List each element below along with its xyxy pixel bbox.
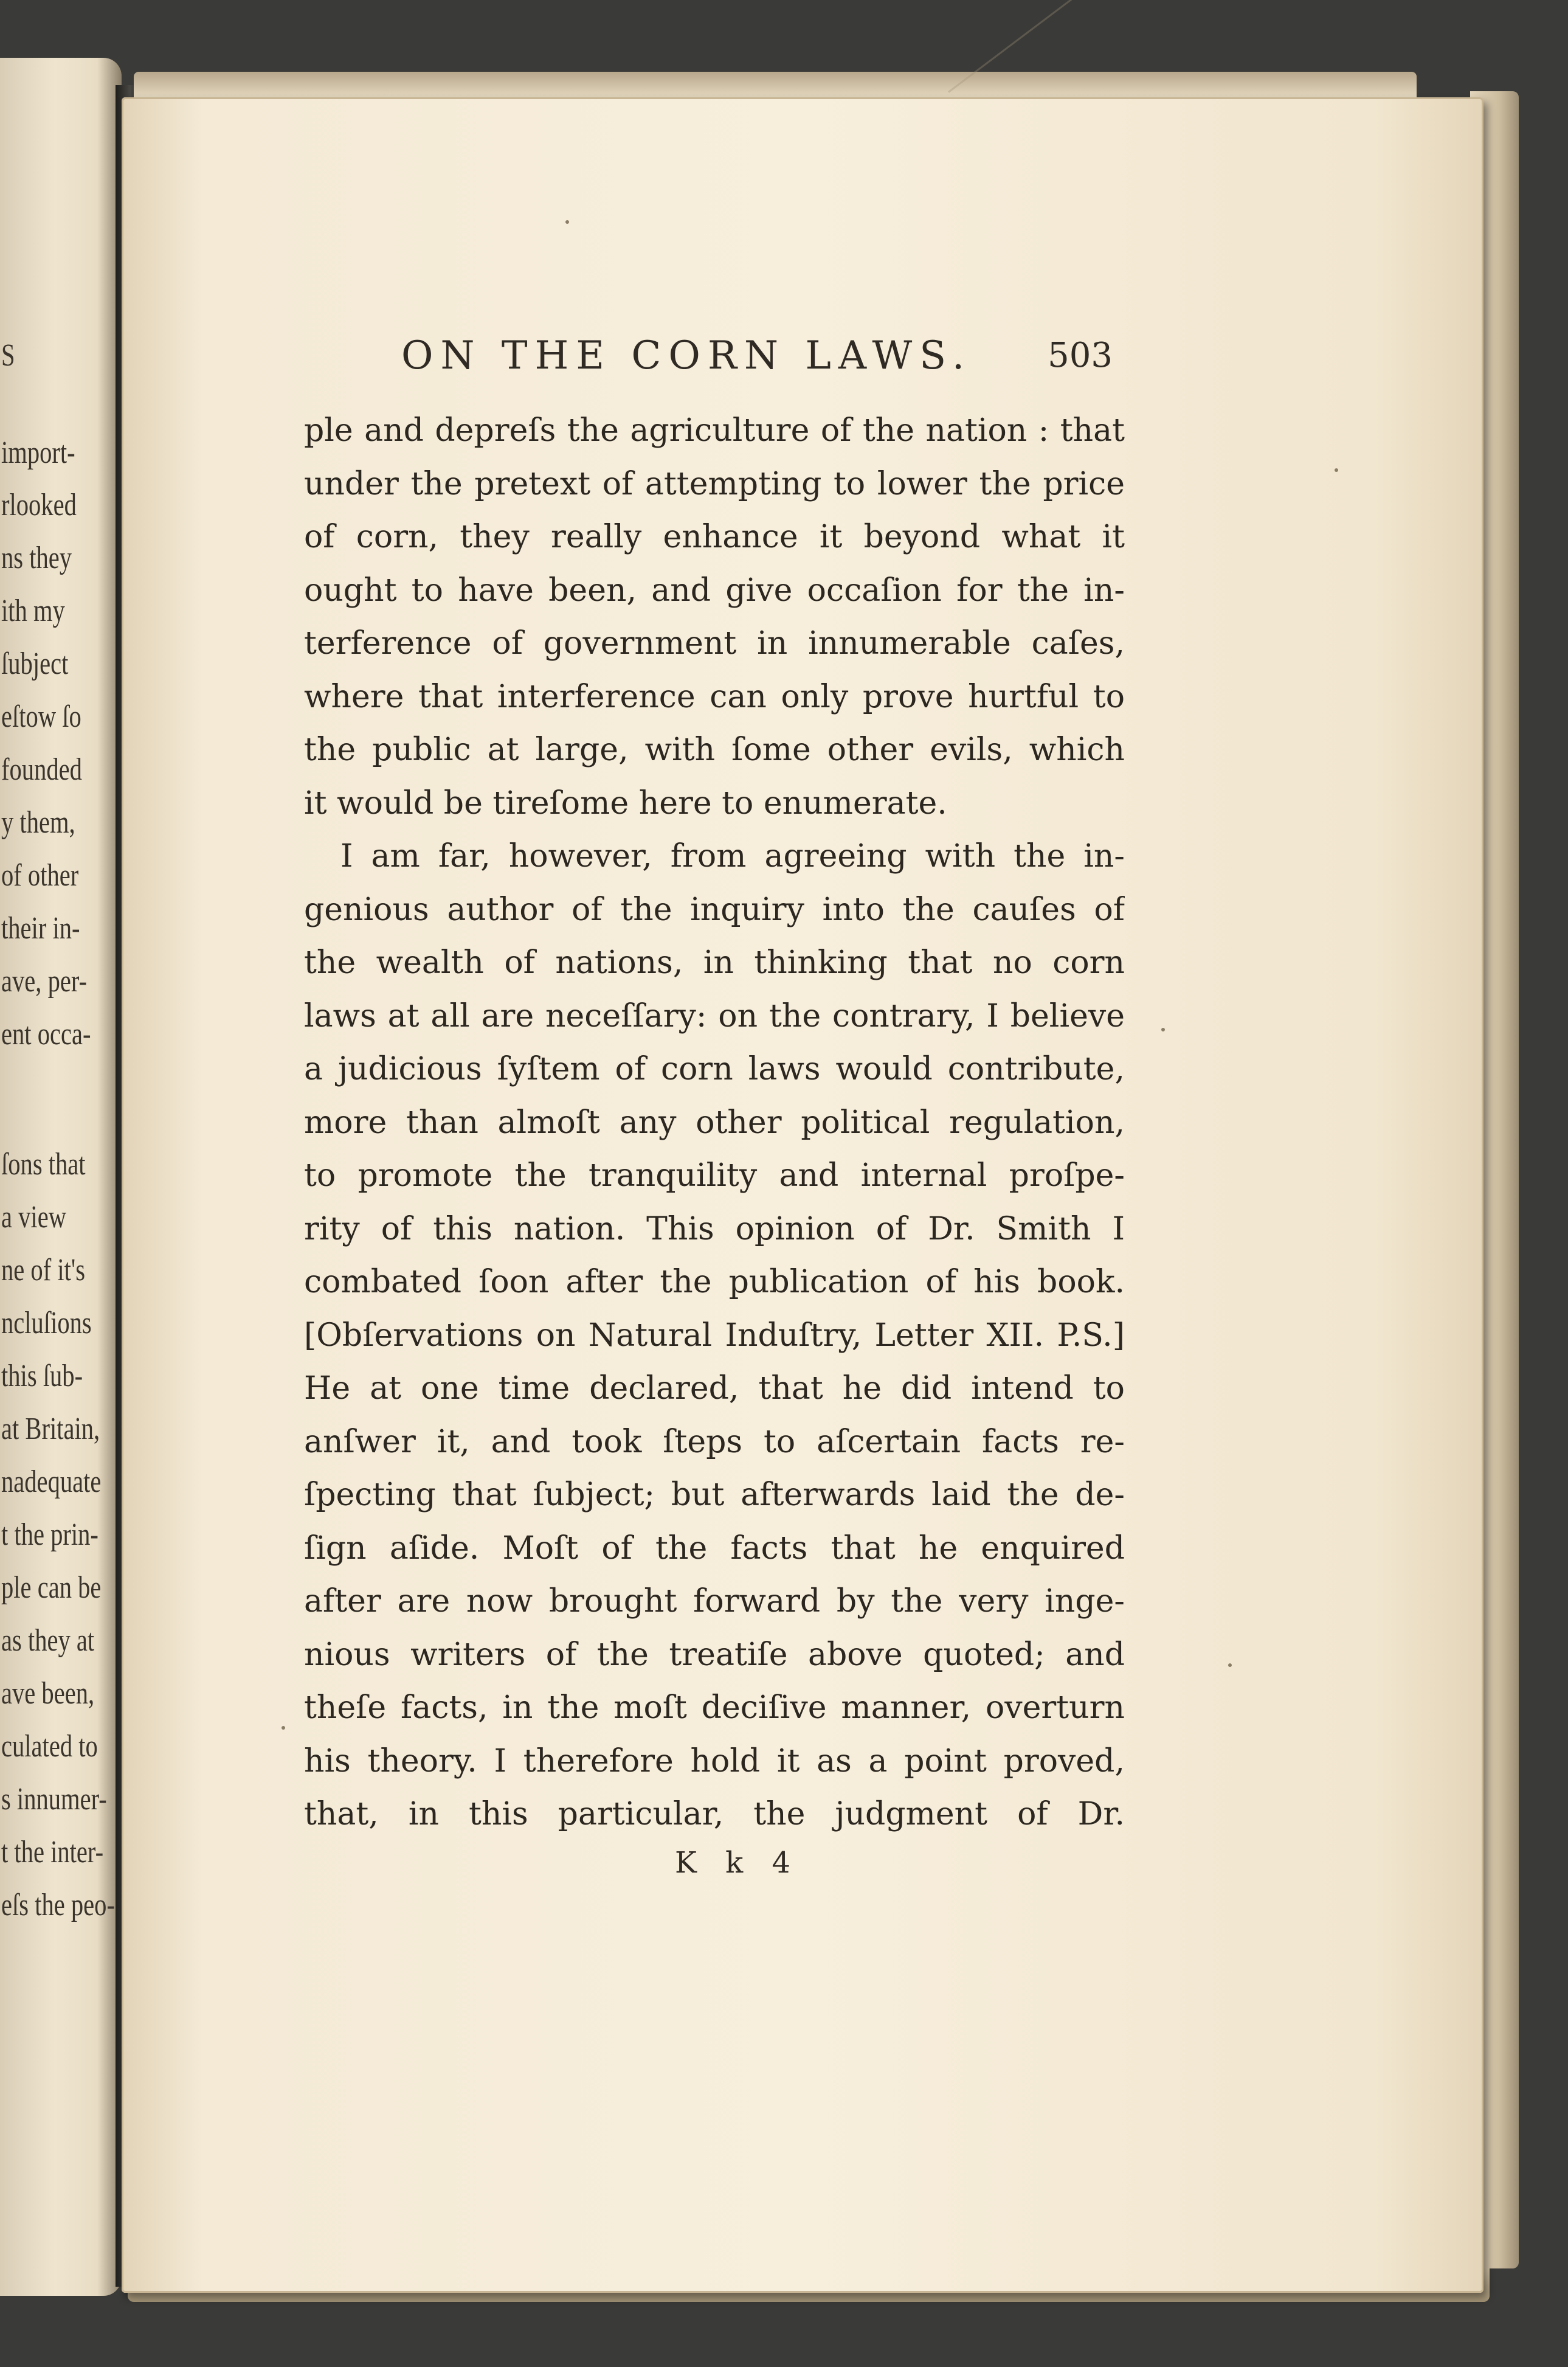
left-page-line: nadequate: [1, 1464, 102, 1499]
text-line: that, in this particular, the judgment of Dr.: [304, 1796, 1125, 1832]
running-head: ON THE CORN LAWS.: [401, 333, 972, 378]
text-line: a judicious ſyſtem of corn laws would contribute,: [304, 1051, 1125, 1087]
text-line: the wealth of nations, in thinking that no corn: [304, 944, 1125, 981]
left-page-line: ſons that: [1, 1147, 86, 1182]
left-page-line: ave, per-: [1, 964, 88, 999]
left-page-line: import-: [1, 435, 75, 470]
paper-speck: [565, 220, 569, 224]
left-page-line: ple can be: [1, 1570, 102, 1605]
left-page-line: rlooked: [1, 488, 77, 522]
text-line: theſe facts, in the moſt deciſive manner, overturn: [304, 1689, 1125, 1726]
left-page-line: ns they: [1, 541, 72, 575]
left-page-line: eſs the peo-: [1, 1888, 115, 1922]
left-page-line: eſtow ſo: [1, 699, 81, 734]
left-page-line: S: [1, 338, 15, 373]
left-page-line: ne of it's: [1, 1253, 85, 1287]
text-line: after are now brought forward by the very inge-: [304, 1583, 1125, 1620]
left-page-line: a view: [1, 1200, 66, 1235]
text-line: [Obſervations on Natural Induſtry, Letter XII. P.S.]: [304, 1317, 1125, 1354]
left-page-line: as they at: [1, 1623, 95, 1658]
text-line: He at one time declared, that he did intend to: [304, 1370, 1125, 1407]
paper-speck: [1335, 468, 1338, 472]
left-page-line: ith my: [1, 594, 65, 628]
text-line: it would be tireſome here to enumerate.: [304, 785, 947, 822]
text-line: genious author of the inquiry into the cauſes of: [304, 891, 1125, 928]
left-page-line: ſubject: [1, 646, 69, 681]
text-line: ought to have been, and give occaſion for the in-: [304, 572, 1125, 609]
text-line: anſwer it, and took ſteps to aſcertain facts re-: [304, 1423, 1125, 1460]
signature-mark: K k 4: [675, 1846, 800, 1880]
left-page-line: t the inter-: [1, 1835, 104, 1870]
left-page-line: ent occa-: [1, 1017, 91, 1052]
left-page-line: culated to: [1, 1729, 98, 1764]
paper-speck: [1161, 1028, 1165, 1031]
body-text: [304, 404, 1125, 1842]
left-page-line: at Britain,: [1, 1412, 100, 1446]
text-line: ſign aſide. Moſt of the facts that he enquired: [304, 1530, 1125, 1567]
left-page-line: this ſub-: [1, 1359, 83, 1393]
text-line: terference of government in innumerable caſes,: [304, 625, 1125, 662]
text-line: ple and depreſs the agriculture of the nation : that: [304, 412, 1125, 449]
page-header: [401, 333, 1113, 388]
paragraph-first-line: I am far, however, from agreeing with the in-: [340, 838, 1125, 875]
paper-speck: [1228, 1663, 1232, 1667]
text-line: the public at large, with ſome other evils, which: [304, 732, 1125, 768]
left-page-line: founded: [1, 752, 82, 787]
text-line: laws at all are neceſſary: on the contrary, I believe: [304, 997, 1125, 1034]
text-line: more than almoſt any other political regulation,: [304, 1104, 1125, 1141]
text-line: to promote the tranquility and internal proſpe-: [304, 1157, 1125, 1194]
text-line: under the pretext of attempting to lower the price: [304, 465, 1125, 502]
text-line: rity of this nation. This opinion of Dr. Smith I: [304, 1210, 1125, 1247]
text-line: where that interference can only prove hurtful to: [304, 678, 1125, 715]
text-line: nious writers of the treatiſe above quoted; and: [304, 1636, 1125, 1673]
paper-speck: [281, 1726, 285, 1730]
left-page-line: t the prin-: [1, 1517, 98, 1552]
page-edge-top: [134, 72, 1417, 100]
left-page-line: of other: [1, 858, 79, 893]
left-page-line: y them,: [1, 805, 75, 840]
text-line: of corn, they really enhance it beyond what it: [304, 519, 1125, 555]
page-number: 503: [1048, 336, 1113, 375]
text-line: combated ſoon after the publication of his book.: [304, 1264, 1125, 1300]
left-page-fragment: [0, 58, 122, 2296]
left-page-line: s innumer-: [1, 1782, 107, 1817]
left-page-line: ncluſions: [1, 1306, 92, 1340]
left-page-line: their in-: [1, 911, 80, 946]
text-line: ſpecting that ſubject; but afterwards laid the de-: [304, 1477, 1125, 1513]
text-line: his theory. I therefore hold it as a point proved,: [304, 1742, 1125, 1780]
left-page-line: ave been,: [1, 1676, 95, 1711]
